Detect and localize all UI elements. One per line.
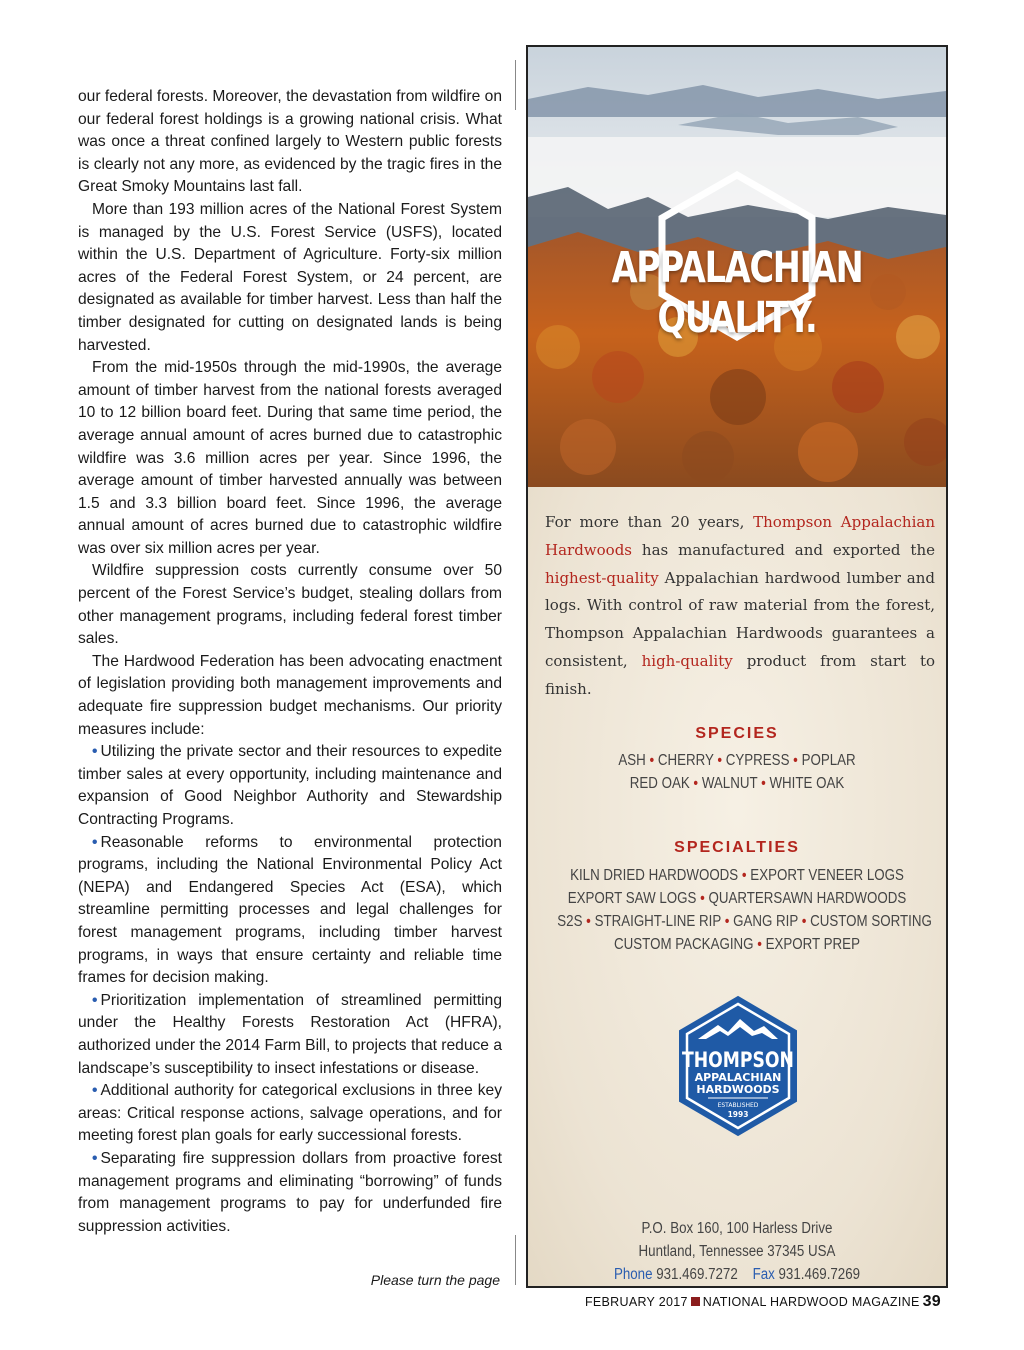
article-paragraph: From the mid-1950s through the mid-1990s, the average amount of timber harvest from the national forests averaged 10 to 12 billion board feet. During that same time period, the average annual amount of acres burned due to catastrophic wildfire was 3.6 million acres per year. Since 1996, the average amount of timber harvested annually was between 1.5 and 3.3 billion board feet. Since 1996, the average annual amount of acres burned due to catastrophic wildfire was over six million acres per year.: [78, 359, 502, 557]
advertisement: [526, 45, 948, 1288]
ad-intro: For more than 20 years, Thompson Appalachian Hardwoods has manufactured and exported the highest-quality Appalachian hardwood lumber and logs. With control of raw material from the forest, Thompson Appalachian Hardwoods guarantees a consistent, high-quality product from start to finish.: [545, 513, 935, 698]
bullet-item: • Prioritization implementation of streamlined permitting under the Healthy Forests Restoration Act (HFRA), authorized under the 2014 Farm Bill, to projects that reduce a landscape’s susceptibility to insect infestations or disease.: [78, 991, 502, 1077]
bullet-icon: •: [92, 743, 98, 761]
footer-square-icon: [691, 1297, 700, 1306]
address-line: Huntland, Tennessee 37345 USA: [638, 1243, 836, 1261]
magazine-name: NATIONAL HARDWOOD MAGAZINE: [702, 1295, 920, 1309]
column-divider: [515, 1235, 516, 1285]
bullet-item: • Additional authority for categorical exclusions in three key areas: Critical response actions, salvage operations, and for meeting forest plan goals for early successional forests.: [78, 1082, 502, 1145]
article-paragraph: Wildfire suppression costs currently consume over 50 percent of the Forest Service’s budget, stealing dollars from other management programs, including federal forest timber sales.: [78, 562, 502, 648]
address-line: P.O. Box 160, 100 Harless Drive: [641, 1220, 833, 1237]
svg-text:THOMPSON: THOMPSON: [682, 1047, 794, 1073]
column-divider: [515, 60, 516, 110]
specialties-heading: SPECIALTIES: [674, 839, 800, 856]
turn-page-note: Please turn the page: [370, 1272, 500, 1288]
article-paragraph: The Hardwood Federation has been advocating enactment of legislation providing both management improvements and adequate fire suppression budget mechanisms. Our priority measures include:: [78, 652, 502, 738]
bullet-item: • Separating fire suppression dollars from proactive forest management programs and eliminating “borrowing” of funds from management programs to pay for underfunded fire suppression activities.: [78, 1149, 502, 1235]
svg-text:1993: 1993: [727, 1110, 749, 1119]
bullet-item: • Utilizing the private sector and their resources to expedite timber sales at every opportunity, including maintenance and expansion of Good Neighbor Authority and Stewardship Contracting Programs.: [78, 743, 502, 828]
page-footer: [585, 1293, 941, 1311]
species-heading: SPECIES: [695, 725, 779, 742]
phone-fax-line: Phone 931.469.7272 Fax 931.469.7269: [613, 1266, 861, 1284]
bullet-icon: •: [92, 1082, 98, 1100]
specialties-list: KILN DRIED HARDWOODS • EXPORT VENEER LOGS EXPORT SAW LOGS • QUARTERSAWN HARDWOODS S2S • STRAIGHT-LINE RIP • GANG RIP • CUSTOM SORTING CUSTOM PACKAGING • EXPORT PREP: [557, 867, 932, 953]
issue-date: FEBRUARY 2017: [584, 1295, 688, 1309]
mountain-forest-photo: [528, 47, 946, 487]
bullet-item: • Reasonable reforms to environmental protection programs, including the National Environmental Policy Act (NEPA) and Endangered Species Act (ESA), which streamline permitting processes and legal challenges for forest management programs, including timber harvest programs, in ways that ensure certainty and reliable time frames for decision making.: [78, 833, 502, 987]
email-link[interactable]: [557, 1287, 916, 1288]
company-name-highlight: Thompson Appalachian Hardwoods: [545, 513, 935, 559]
ad-body: [528, 487, 946, 1286]
ad-headline: APPALACHIAN QUALITY.: [611, 243, 863, 343]
thompson-logo: [676, 995, 800, 1142]
article-paragraph: More than 193 million acres of the National Forest System is managed by the U.S. Forest Service (USFS), located within the U.S. Department of Agriculture. Forty-six million acres of the Federal Forest System, or 24 percent, are designated as available for timber harvest. Less than half the timber designated for cutting on designated lands is being harvested.: [78, 200, 502, 354]
svg-text:HARDWOODS: HARDWOODS: [696, 1083, 780, 1096]
bullet-icon: •: [92, 991, 98, 1009]
bullet-icon: •: [92, 833, 98, 851]
article-column: [78, 86, 502, 1238]
contact-info: [528, 1217, 946, 1288]
svg-text:APPALACHIAN: APPALACHIAN: [694, 1071, 782, 1084]
page-number: 39: [922, 1293, 941, 1310]
svg-text:ESTABLISHED: ESTABLISHED: [717, 1102, 759, 1109]
bullet-icon: •: [92, 1149, 98, 1167]
species-list: ASH • CHERRY • CYPRESS • POPLAR RED OAK • WALNUT • WHITE OAK: [618, 752, 856, 792]
article-paragraph: our federal forests. Moreover, the devastation from wildfire on our federal forest holdings is a growing national crisis. What was once a threat confined largely to Western public forests is clearly not any more, as evidenced by the tragic fires in the Great Smoky Mountains last fall.: [78, 88, 502, 196]
